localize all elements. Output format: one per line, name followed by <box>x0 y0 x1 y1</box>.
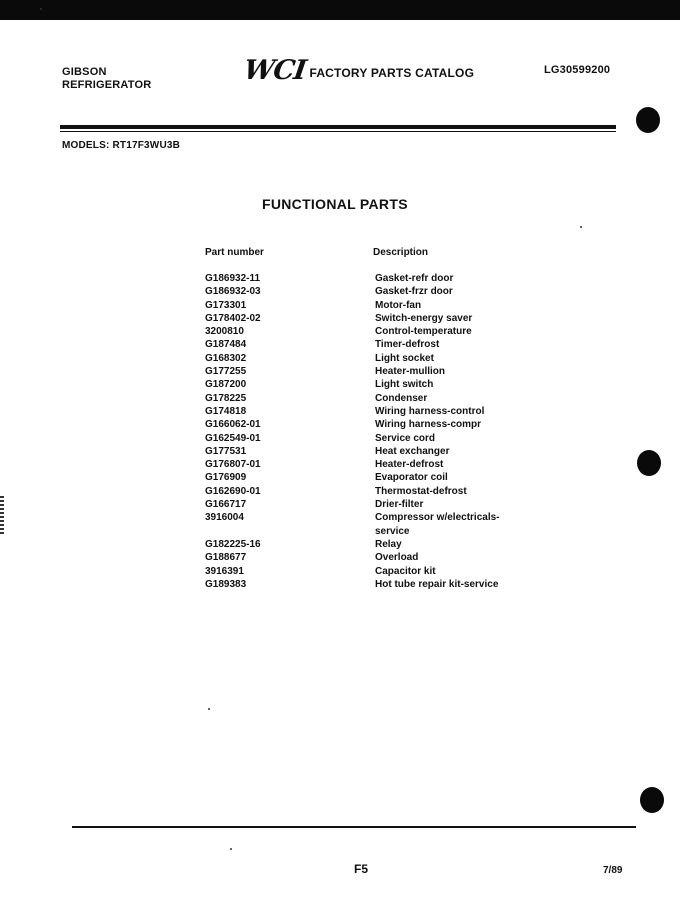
part-description: Gasket-refr door <box>375 273 454 284</box>
part-description: Compressor w/electricals-service <box>375 512 500 537</box>
part-number: G166717 <box>205 499 247 511</box>
catalog-code: LG30599200 <box>544 64 611 76</box>
part-number: G174818 <box>205 405 247 417</box>
brand-name: GIBSON <box>62 66 107 78</box>
part-row <box>205 445 545 458</box>
part-description: Heater-defrost <box>375 459 444 471</box>
part-row <box>205 551 545 564</box>
catalog-title: FACTORY PARTS CATALOG <box>309 65 475 80</box>
part-row <box>205 299 545 312</box>
part-row <box>205 285 545 298</box>
part-row <box>205 485 545 498</box>
part-number: G187200 <box>205 379 247 391</box>
scan-speck <box>40 8 42 10</box>
part-number: G168302 <box>205 352 247 364</box>
part-row <box>205 498 545 511</box>
part-description: Overload <box>375 552 419 564</box>
part-number: G166062-01 <box>205 419 261 431</box>
part-number: G173301 <box>205 299 247 311</box>
part-description: Heat exchanger <box>375 445 450 457</box>
description-header: Description <box>373 247 429 258</box>
binder-hole <box>637 450 661 476</box>
part-number: G162549-01 <box>205 432 261 444</box>
part-number: G176807-01 <box>205 459 261 471</box>
scan-edge-mark <box>0 496 4 534</box>
page-date: 7/89 <box>603 865 623 876</box>
part-row <box>205 352 545 365</box>
part-description: Relay <box>375 538 402 550</box>
part-description: Hot tube repair kit-service <box>375 578 499 590</box>
footer-rule <box>72 826 636 828</box>
part-description: Control-temperature <box>375 326 472 338</box>
part-number: G176909 <box>205 472 247 484</box>
part-description: Thermostat-defrost <box>375 485 467 497</box>
part-row <box>205 418 545 431</box>
part-description: Drier-filter <box>375 499 424 511</box>
part-number: 3916004 <box>205 512 244 524</box>
part-description: Service cord <box>375 432 436 444</box>
part-description: Heater-mullion <box>375 366 446 378</box>
section-title: FUNCTIONAL PARTS <box>262 196 408 212</box>
part-number: G182225-16 <box>205 538 261 550</box>
part-number: G186932-11 <box>205 273 261 284</box>
part-number-header: Part number <box>205 247 264 258</box>
models-line: MODELS: RT17F3WU3B <box>62 140 181 151</box>
product-type: REFRIGERATOR <box>62 79 152 91</box>
part-row <box>205 538 545 551</box>
part-description: Wiring harness-compr <box>375 419 482 431</box>
part-row <box>205 432 545 445</box>
part-description: Light socket <box>375 352 434 364</box>
part-row <box>205 458 545 471</box>
part-description: Condenser <box>375 392 428 404</box>
binder-hole <box>636 107 660 133</box>
scan-speck <box>230 848 232 850</box>
part-number: 3200810 <box>205 326 244 338</box>
part-row <box>205 578 545 591</box>
header-rule <box>60 125 616 129</box>
part-row <box>205 378 545 391</box>
part-number: G177255 <box>205 366 247 378</box>
scan-speck <box>208 708 210 710</box>
wci-logo: WCI <box>241 55 308 86</box>
part-row <box>205 511 545 538</box>
catalog-header <box>241 55 475 86</box>
parts-list <box>205 272 545 591</box>
part-description: Light switch <box>375 379 434 391</box>
part-row <box>205 338 545 351</box>
part-row <box>205 312 545 325</box>
part-row <box>205 471 545 484</box>
part-number: 3916391 <box>205 565 244 577</box>
part-description: Motor-fan <box>375 299 422 311</box>
part-description: Switch-energy saver <box>375 312 473 324</box>
part-number: G178402-02 <box>205 312 261 324</box>
part-row <box>205 405 545 418</box>
part-description: Gasket-frzr door <box>375 286 453 298</box>
part-number: G189383 <box>205 578 247 590</box>
part-number: G186932-03 <box>205 286 261 298</box>
part-description: Evaporator coil <box>375 472 448 484</box>
page-number: F5 <box>354 862 369 876</box>
part-row <box>205 272 545 285</box>
part-number: G177531 <box>205 445 247 457</box>
part-row <box>205 365 545 378</box>
part-row <box>205 565 545 578</box>
part-row <box>205 325 545 338</box>
header-rule-thin <box>60 131 616 132</box>
part-number: G188677 <box>205 552 247 564</box>
part-row <box>205 392 545 405</box>
brand-block <box>62 66 151 92</box>
part-number: G187484 <box>205 339 247 351</box>
binder-hole <box>640 787 664 813</box>
part-number: G178225 <box>205 392 247 404</box>
scan-top-edge <box>0 0 680 20</box>
part-description: Capacitor kit <box>375 565 436 577</box>
part-number: G162690-01 <box>205 485 261 497</box>
part-description: Timer-defrost <box>375 339 440 351</box>
part-description: Wiring harness-control <box>375 405 485 417</box>
scan-speck <box>580 226 582 228</box>
